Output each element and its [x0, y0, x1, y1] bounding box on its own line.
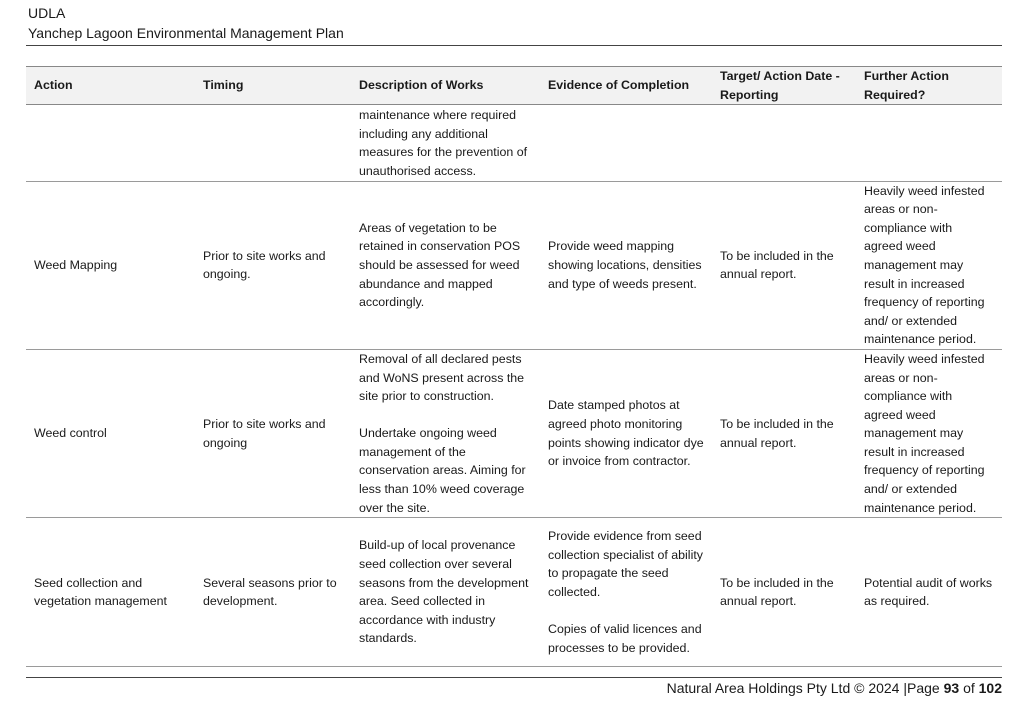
cell-evidence — [540, 105, 712, 181]
cell-target: To be included in the annual report. — [720, 575, 834, 609]
table-row — [26, 181, 1002, 349]
header-org: UDLA — [28, 5, 66, 21]
description-paragraph: Removal of all declared pests and WoNS present across the site prior to construction. — [359, 351, 525, 404]
description-paragraph: Areas of vegetation to be retained in conservation POS should be assessed for weed abundance and mapped accordingly. — [359, 220, 521, 310]
column-header-evidence: Evidence of Completion — [548, 78, 690, 93]
evidence-paragraph: Provide weed mapping showing locations, densities and type of weeds present. — [548, 239, 702, 291]
page-number: 93 — [943, 680, 960, 696]
cell-evidence — [540, 181, 712, 349]
cell-target: To be included in the annual report. — [720, 416, 834, 450]
footer-of: of — [963, 680, 975, 696]
evidence-paragraph: Copies of valid licences and processes to be provided. — [548, 622, 702, 655]
evidence-paragraph: Date stamped photos at agreed photo monitoring points showing indicator dye or invoice from contractor. — [548, 398, 704, 469]
table-row — [26, 518, 1002, 667]
cell-timing — [195, 105, 351, 181]
cell-timing: Prior to site works and ongoing — [203, 416, 326, 450]
cell-target: To be included in the annual report. — [720, 248, 834, 282]
cell-description — [351, 181, 540, 349]
cell-further-action — [856, 105, 1002, 181]
column-header-description: Description of Works — [359, 78, 484, 93]
cell-timing: Prior to site works and ongoing. — [203, 248, 326, 282]
header-title: Yanchep Lagoon Environmental Management Plan — [28, 25, 344, 41]
cell-further-action: Potential audit of works as required. — [864, 575, 993, 609]
footer-company: Natural Area Holdings Pty Ltd © 2024 |Page — [666, 680, 940, 696]
page-total: 102 — [978, 680, 1002, 696]
column-header-timing: Timing — [203, 78, 244, 93]
cell-action: Seed collection and vegetation management — [34, 575, 167, 609]
column-header-further-action: Further Action Required? — [864, 69, 949, 102]
description-paragraph: maintenance where required including any additional measures for the prevention of unauthorised access. — [359, 108, 528, 178]
description-paragraph: Undertake ongoing weed management of the conservation areas. Aiming for less than 10% weed coverage over the site. — [359, 426, 526, 515]
page-footer — [667, 678, 1002, 698]
cell-action: Weed Mapping — [34, 257, 118, 272]
column-header-target: Target/ Action Date - Reporting — [720, 69, 840, 102]
cell-action: Weed control — [34, 426, 107, 441]
description-paragraph: Build-up of local provenance seed collection over several seasons from the development area. Seed collected in accordance with industry standards. — [359, 538, 529, 646]
evidence-paragraph: Provide evidence from seed collection specialist of ability to propagate the seed collected. — [548, 529, 703, 599]
cell-description — [351, 105, 540, 181]
cell-description — [351, 518, 540, 667]
cell-target — [712, 105, 856, 181]
table-row — [26, 349, 1002, 517]
header-divider — [26, 45, 1002, 46]
table-row — [26, 105, 1002, 181]
cell-evidence — [540, 518, 712, 667]
cell-action — [26, 105, 195, 181]
cell-evidence — [540, 349, 712, 517]
cell-timing: Several seasons prior to development. — [203, 575, 337, 609]
cell-further-action: Heavily weed infested areas or non-compliance with agreed weed management may result in increased frequency of reporting and/ or extended maintenance period. — [864, 183, 985, 347]
cell-further-action: Heavily weed infested areas or non-compliance with agreed weed management may result in increased frequency of reporting and/ or extended maintenance period. — [864, 351, 985, 515]
table-header-row — [26, 67, 1002, 105]
action-table — [26, 66, 1002, 667]
document-header — [28, 3, 344, 43]
cell-description — [351, 349, 540, 517]
column-header-action: Action — [34, 78, 73, 93]
